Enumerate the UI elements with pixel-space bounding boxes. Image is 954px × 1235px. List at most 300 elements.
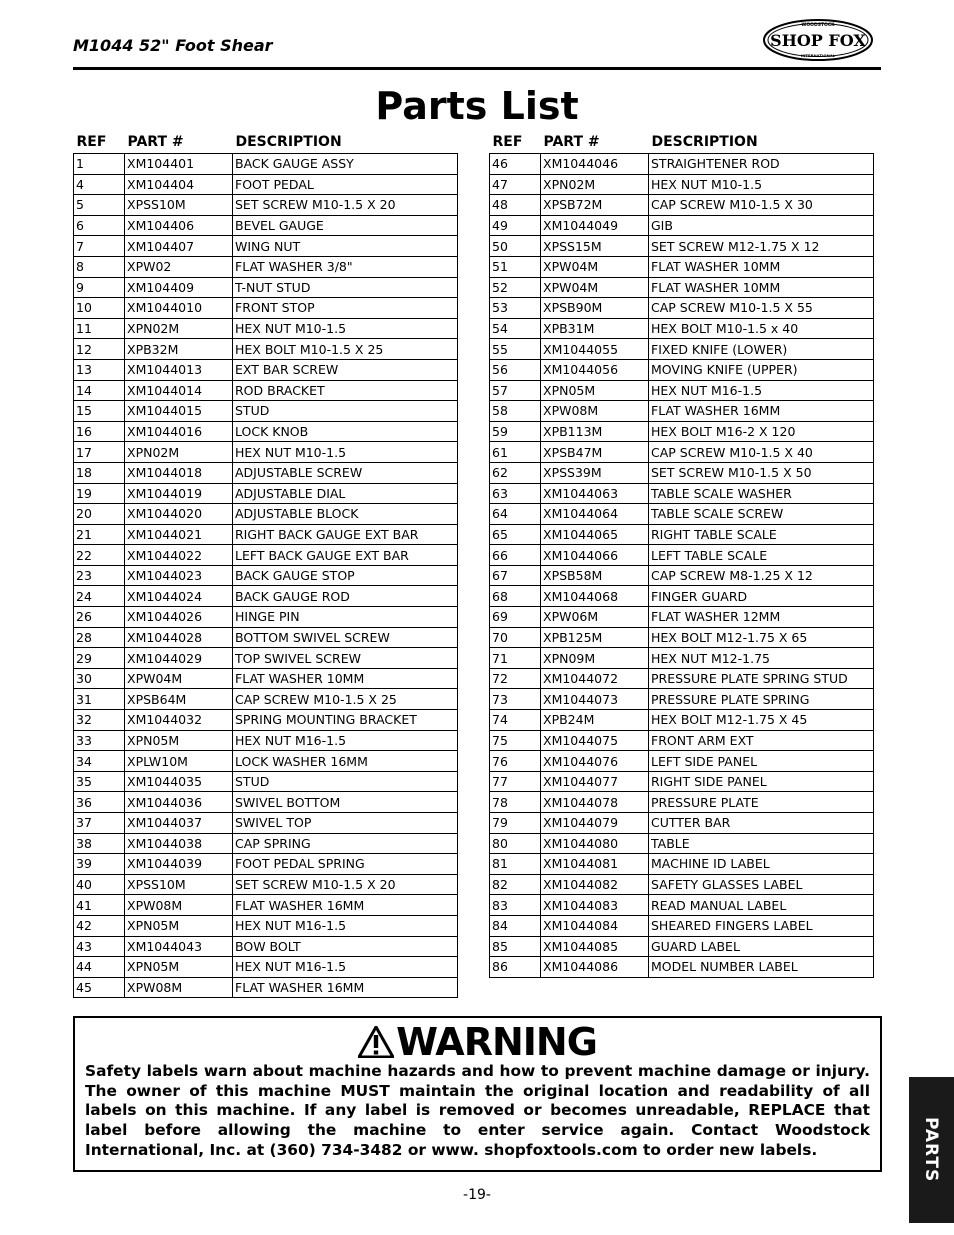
description-cell: ADJUSTABLE DIAL xyxy=(233,483,458,504)
part-number-cell: XM104409 xyxy=(125,277,233,298)
part-number-cell: XM1044077 xyxy=(541,771,649,792)
description-cell: READ MANUAL LABEL xyxy=(649,895,874,916)
ref-cell: 50 xyxy=(490,236,541,257)
description-cell: HEX BOLT M10-1.5 x 40 xyxy=(649,318,874,339)
table-row xyxy=(74,957,458,978)
table-row xyxy=(490,689,874,710)
description-cell: SHEARED FINGERS LABEL xyxy=(649,915,874,936)
page-title: Parts List xyxy=(375,84,579,128)
description-cell: FIXED KNIFE (LOWER) xyxy=(649,339,874,360)
table-row xyxy=(74,854,458,875)
manual-header-title: M1044 52" Foot Shear xyxy=(73,36,273,55)
table-row xyxy=(74,298,458,319)
table-row xyxy=(490,813,874,834)
ref-cell: 17 xyxy=(74,442,125,463)
ref-cell: 77 xyxy=(490,771,541,792)
table-row xyxy=(74,442,458,463)
ref-cell: 49 xyxy=(490,215,541,236)
ref-cell: 43 xyxy=(74,936,125,957)
table-header-row xyxy=(490,130,874,154)
description-cell: TABLE xyxy=(649,833,874,854)
description-cell: LEFT BACK GAUGE EXT BAR xyxy=(233,545,458,566)
description-cell: HEX NUT M16-1.5 xyxy=(233,915,458,936)
part-number-cell: XPSB90M xyxy=(541,298,649,319)
table-row xyxy=(74,710,458,731)
part-number-cell: XM1044072 xyxy=(541,668,649,689)
description-cell: PRESSURE PLATE SPRING xyxy=(649,689,874,710)
part-number-cell: XPW04M xyxy=(541,277,649,298)
part-number-cell: XM1044083 xyxy=(541,895,649,916)
part-number-cell: XPSS10M xyxy=(125,195,233,216)
ref-cell: 72 xyxy=(490,668,541,689)
part-number-cell: XM1044064 xyxy=(541,504,649,525)
description-cell: SET SCREW M10-1.5 X 20 xyxy=(233,874,458,895)
ref-cell: 64 xyxy=(490,504,541,525)
part-number-cell: XPSB64M xyxy=(125,689,233,710)
ref-cell: 66 xyxy=(490,545,541,566)
part-number-cell: XM1044066 xyxy=(541,545,649,566)
parts-table-left-body xyxy=(74,154,458,998)
ref-cell: 76 xyxy=(490,751,541,772)
table-row xyxy=(74,874,458,895)
table-row xyxy=(74,504,458,525)
table-row xyxy=(490,607,874,628)
part-number-cell: XM1044063 xyxy=(541,483,649,504)
part-number-cell: XM1044068 xyxy=(541,586,649,607)
table-row xyxy=(490,174,874,195)
table-row xyxy=(74,339,458,360)
table-row xyxy=(74,586,458,607)
part-number-cell: XM1044026 xyxy=(125,607,233,628)
table-row xyxy=(490,874,874,895)
ref-cell: 85 xyxy=(490,936,541,957)
description-cell: BEVEL GAUGE xyxy=(233,215,458,236)
description-cell: FLAT WASHER 16MM xyxy=(233,977,458,998)
description-cell: ADJUSTABLE SCREW xyxy=(233,462,458,483)
description-cell: WING NUT xyxy=(233,236,458,257)
description-cell: STRAIGHTENER ROD xyxy=(649,154,874,175)
description-cell: CAP SCREW M10-1.5 X 55 xyxy=(649,298,874,319)
description-cell: BACK GAUGE ROD xyxy=(233,586,458,607)
table-row xyxy=(74,895,458,916)
table-row xyxy=(490,936,874,957)
ref-cell: 10 xyxy=(74,298,125,319)
part-number-cell: XPN05M xyxy=(125,730,233,751)
description-cell: MODEL NUMBER LABEL xyxy=(649,957,874,978)
part-number-cell: XM1044024 xyxy=(125,586,233,607)
table-row xyxy=(74,318,458,339)
table-row xyxy=(74,359,458,380)
part-number-cell: XM1044015 xyxy=(125,401,233,422)
description-cell: FLAT WASHER 3/8" xyxy=(233,256,458,277)
ref-cell: 71 xyxy=(490,648,541,669)
ref-cell: 75 xyxy=(490,730,541,751)
section-tab-label: PARTS xyxy=(921,1117,941,1183)
description-cell: FLAT WASHER 16MM xyxy=(233,895,458,916)
description-cell: FOOT PEDAL xyxy=(233,174,458,195)
part-number-cell: XM1044014 xyxy=(125,380,233,401)
ref-cell: 1 xyxy=(74,154,125,175)
ref-cell: 38 xyxy=(74,833,125,854)
table-row xyxy=(74,483,458,504)
ref-cell: 52 xyxy=(490,277,541,298)
table-row xyxy=(490,298,874,319)
part-number-cell: XPW02 xyxy=(125,256,233,277)
part-number-cell: XM1044036 xyxy=(125,792,233,813)
table-row xyxy=(74,380,458,401)
description-cell: FOOT PEDAL SPRING xyxy=(233,854,458,875)
ref-cell: 4 xyxy=(74,174,125,195)
ref-cell: 30 xyxy=(74,668,125,689)
column-header-ref: REF xyxy=(76,133,107,150)
ref-cell: 70 xyxy=(490,627,541,648)
description-cell: HEX NUT M16-1.5 xyxy=(649,380,874,401)
part-number-cell: XPLW10M xyxy=(125,751,233,772)
part-number-cell: XM1044037 xyxy=(125,813,233,834)
table-row xyxy=(490,565,874,586)
part-number-cell: XM1044085 xyxy=(541,936,649,957)
description-cell: HEX BOLT M12-1.75 X 65 xyxy=(649,627,874,648)
table-row xyxy=(490,359,874,380)
part-number-cell: XM1044010 xyxy=(125,298,233,319)
part-number-cell: XM1044038 xyxy=(125,833,233,854)
ref-cell: 45 xyxy=(74,977,125,998)
part-number-cell: XPB125M xyxy=(541,627,649,648)
part-number-cell: XM1044065 xyxy=(541,524,649,545)
table-row xyxy=(490,380,874,401)
description-cell: TABLE SCALE WASHER xyxy=(649,483,874,504)
column-header-description: DESCRIPTION xyxy=(235,133,342,150)
table-row xyxy=(74,627,458,648)
part-number-cell: XM1044049 xyxy=(541,215,649,236)
table-row xyxy=(74,256,458,277)
description-cell: FRONT ARM EXT xyxy=(649,730,874,751)
ref-cell: 58 xyxy=(490,401,541,422)
description-cell: GUARD LABEL xyxy=(649,936,874,957)
shop-fox-logo xyxy=(762,18,874,62)
ref-cell: 19 xyxy=(74,483,125,504)
description-cell: CAP SCREW M8-1.25 X 12 xyxy=(649,565,874,586)
warning-word: WARNING xyxy=(396,1020,597,1064)
part-number-cell: XPW08M xyxy=(125,977,233,998)
table-row xyxy=(490,957,874,978)
part-number-cell: XPSB47M xyxy=(541,442,649,463)
part-number-cell: XM1044043 xyxy=(125,936,233,957)
table-row xyxy=(490,462,874,483)
part-number-cell: XPN05M xyxy=(541,380,649,401)
table-row xyxy=(74,524,458,545)
ref-cell: 26 xyxy=(74,607,125,628)
description-cell: TOP SWIVEL SCREW xyxy=(233,648,458,669)
warning-triangle-icon xyxy=(358,1026,394,1058)
logo-arc-bottom: INTERNATIONAL xyxy=(800,53,836,58)
part-number-cell: XM1044032 xyxy=(125,710,233,731)
part-number-cell: XPSB72M xyxy=(541,195,649,216)
description-cell: CAP SPRING xyxy=(233,833,458,854)
ref-cell: 40 xyxy=(74,874,125,895)
part-number-cell: XPW04M xyxy=(541,256,649,277)
part-number-cell: XM1044039 xyxy=(125,854,233,875)
ref-cell: 23 xyxy=(74,565,125,586)
table-row xyxy=(74,565,458,586)
table-row xyxy=(74,751,458,772)
description-cell: EXT BAR SCREW xyxy=(233,359,458,380)
description-cell: CAP SCREW M10-1.5 X 25 xyxy=(233,689,458,710)
description-cell: STUD xyxy=(233,771,458,792)
description-cell: HEX BOLT M12-1.75 X 45 xyxy=(649,710,874,731)
table-row xyxy=(74,421,458,442)
table-row xyxy=(490,215,874,236)
ref-cell: 33 xyxy=(74,730,125,751)
ref-cell: 31 xyxy=(74,689,125,710)
table-row xyxy=(490,751,874,772)
ref-cell: 81 xyxy=(490,854,541,875)
part-number-cell: XM1044021 xyxy=(125,524,233,545)
table-row xyxy=(490,545,874,566)
column-header-part: PART # xyxy=(127,133,184,150)
table-row xyxy=(74,154,458,175)
ref-cell: 18 xyxy=(74,462,125,483)
ref-cell: 16 xyxy=(74,421,125,442)
table-row xyxy=(490,833,874,854)
table-row xyxy=(490,710,874,731)
table-row xyxy=(490,195,874,216)
ref-cell: 46 xyxy=(490,154,541,175)
ref-cell: 9 xyxy=(74,277,125,298)
table-row xyxy=(490,586,874,607)
part-number-cell: XPW08M xyxy=(541,401,649,422)
table-row xyxy=(490,854,874,875)
header-rule xyxy=(73,67,881,70)
parts-table-right xyxy=(489,130,874,978)
table-row xyxy=(74,607,458,628)
part-number-cell: XPW06M xyxy=(541,607,649,628)
parts-table-left xyxy=(73,130,458,998)
ref-cell: 34 xyxy=(74,751,125,772)
part-number-cell: XPB31M xyxy=(541,318,649,339)
table-row xyxy=(490,154,874,175)
table-row xyxy=(490,895,874,916)
table-row xyxy=(74,936,458,957)
description-cell: HEX NUT M10-1.5 xyxy=(233,318,458,339)
ref-cell: 6 xyxy=(74,215,125,236)
table-row xyxy=(490,318,874,339)
part-number-cell: XPN02M xyxy=(125,318,233,339)
ref-cell: 7 xyxy=(74,236,125,257)
table-row xyxy=(74,215,458,236)
ref-cell: 15 xyxy=(74,401,125,422)
description-cell: FLAT WASHER 10MM xyxy=(233,668,458,689)
part-number-cell: XM1044076 xyxy=(541,751,649,772)
ref-cell: 84 xyxy=(490,915,541,936)
table-row xyxy=(74,236,458,257)
description-cell: LOCK WASHER 16MM xyxy=(233,751,458,772)
description-cell: PRESSURE PLATE SPRING STUD xyxy=(649,668,874,689)
description-cell: ROD BRACKET xyxy=(233,380,458,401)
ref-cell: 79 xyxy=(490,813,541,834)
part-number-cell: XM1044079 xyxy=(541,813,649,834)
warning-box xyxy=(73,1016,882,1172)
table-row xyxy=(74,648,458,669)
description-cell: FLAT WASHER 10MM xyxy=(649,277,874,298)
ref-cell: 28 xyxy=(74,627,125,648)
warning-heading xyxy=(75,1018,880,1066)
ref-cell: 56 xyxy=(490,359,541,380)
part-number-cell: XM1044013 xyxy=(125,359,233,380)
part-number-cell: XPN05M xyxy=(125,915,233,936)
ref-cell: 61 xyxy=(490,442,541,463)
table-row xyxy=(490,524,874,545)
table-row xyxy=(490,236,874,257)
column-header-description: DESCRIPTION xyxy=(651,133,758,150)
part-number-cell: XPB113M xyxy=(541,421,649,442)
table-header-row xyxy=(74,130,458,154)
ref-cell: 11 xyxy=(74,318,125,339)
description-cell: LOCK KNOB xyxy=(233,421,458,442)
part-number-cell: XM1044073 xyxy=(541,689,649,710)
table-row xyxy=(490,771,874,792)
ref-cell: 47 xyxy=(490,174,541,195)
ref-cell: 48 xyxy=(490,195,541,216)
part-number-cell: XM1044020 xyxy=(125,504,233,525)
description-cell: CAP SCREW M10-1.5 X 40 xyxy=(649,442,874,463)
table-row xyxy=(490,421,874,442)
part-number-cell: XM1044046 xyxy=(541,154,649,175)
part-number-cell: XPW04M xyxy=(125,668,233,689)
table-row xyxy=(490,483,874,504)
ref-cell: 14 xyxy=(74,380,125,401)
description-cell: ADJUSTABLE BLOCK xyxy=(233,504,458,525)
table-row xyxy=(74,401,458,422)
part-number-cell: XM1044022 xyxy=(125,545,233,566)
ref-cell: 74 xyxy=(490,710,541,731)
part-number-cell: XM1044084 xyxy=(541,915,649,936)
ref-cell: 5 xyxy=(74,195,125,216)
table-row xyxy=(490,668,874,689)
part-number-cell: XM1044056 xyxy=(541,359,649,380)
part-number-cell: XM1044023 xyxy=(125,565,233,586)
part-number-cell: XM1044078 xyxy=(541,792,649,813)
ref-cell: 78 xyxy=(490,792,541,813)
part-number-cell: XPN05M xyxy=(125,957,233,978)
ref-cell: 32 xyxy=(74,710,125,731)
ref-cell: 21 xyxy=(74,524,125,545)
description-cell: BOW BOLT xyxy=(233,936,458,957)
table-row xyxy=(74,730,458,751)
table-row xyxy=(490,915,874,936)
table-row xyxy=(490,792,874,813)
ref-cell: 55 xyxy=(490,339,541,360)
table-row xyxy=(74,977,458,998)
description-cell: HEX NUT M12-1.75 xyxy=(649,648,874,669)
table-row xyxy=(490,256,874,277)
description-cell: SET SCREW M12-1.75 X 12 xyxy=(649,236,874,257)
description-cell: SAFETY GLASSES LABEL xyxy=(649,874,874,895)
description-cell: CAP SCREW M10-1.5 X 30 xyxy=(649,195,874,216)
ref-cell: 24 xyxy=(74,586,125,607)
part-number-cell: XM104407 xyxy=(125,236,233,257)
table-row xyxy=(74,174,458,195)
ref-cell: 8 xyxy=(74,256,125,277)
part-number-cell: XPSS15M xyxy=(541,236,649,257)
description-cell: FLAT WASHER 16MM xyxy=(649,401,874,422)
description-cell: FLAT WASHER 12MM xyxy=(649,607,874,628)
description-cell: GIB xyxy=(649,215,874,236)
description-cell: HEX NUT M16-1.5 xyxy=(233,730,458,751)
table-row xyxy=(74,771,458,792)
ref-cell: 42 xyxy=(74,915,125,936)
part-number-cell: XM104404 xyxy=(125,174,233,195)
description-cell: HEX NUT M10-1.5 xyxy=(233,442,458,463)
ref-cell: 51 xyxy=(490,256,541,277)
ref-cell: 44 xyxy=(74,957,125,978)
table-row xyxy=(490,730,874,751)
description-cell: T-NUT STUD xyxy=(233,277,458,298)
part-number-cell: XPW08M xyxy=(125,895,233,916)
part-number-cell: XM1044086 xyxy=(541,957,649,978)
description-cell: LEFT TABLE SCALE xyxy=(649,545,874,566)
parts-table-right-body xyxy=(490,154,874,978)
table-row xyxy=(490,648,874,669)
table-row xyxy=(74,689,458,710)
description-cell: SET SCREW M10-1.5 X 20 xyxy=(233,195,458,216)
description-cell: PRESSURE PLATE xyxy=(649,792,874,813)
warning-text: Safety labels warn about machine hazards and how to prevent machine damage or injury. The owner of this machine MUST maintain the original location and readability of all labels on this machine. If any label is removed or becomes unreadable, REPLACE that label before allowing the machine to enter service again. Contact Woodstock International, Inc. at (360) 734-3482 or www. shopfoxtools.com to order new labels. xyxy=(85,1062,870,1159)
table-row xyxy=(490,401,874,422)
page-number: -19- xyxy=(463,1187,491,1203)
part-number-cell: XPN09M xyxy=(541,648,649,669)
part-number-cell: XM1044082 xyxy=(541,874,649,895)
ref-cell: 29 xyxy=(74,648,125,669)
description-cell: BACK GAUGE STOP xyxy=(233,565,458,586)
part-number-cell: XM104406 xyxy=(125,215,233,236)
table-row xyxy=(490,277,874,298)
ref-cell: 13 xyxy=(74,359,125,380)
description-cell: TABLE SCALE SCREW xyxy=(649,504,874,525)
ref-cell: 69 xyxy=(490,607,541,628)
table-row xyxy=(74,915,458,936)
description-cell: SPRING MOUNTING BRACKET xyxy=(233,710,458,731)
ref-cell: 36 xyxy=(74,792,125,813)
ref-cell: 41 xyxy=(74,895,125,916)
description-cell: HEX NUT M10-1.5 xyxy=(649,174,874,195)
ref-cell: 53 xyxy=(490,298,541,319)
description-cell: FINGER GUARD xyxy=(649,586,874,607)
part-number-cell: XM1044081 xyxy=(541,854,649,875)
ref-cell: 22 xyxy=(74,545,125,566)
table-row xyxy=(74,792,458,813)
description-cell: HINGE PIN xyxy=(233,607,458,628)
logo-arc-top: WOODSTOCK xyxy=(801,23,835,28)
ref-cell: 82 xyxy=(490,874,541,895)
description-cell: LEFT SIDE PANEL xyxy=(649,751,874,772)
table-row xyxy=(74,277,458,298)
ref-cell: 37 xyxy=(74,813,125,834)
description-cell: STUD xyxy=(233,401,458,422)
table-row xyxy=(490,442,874,463)
description-cell: BACK GAUGE ASSY xyxy=(233,154,458,175)
table-row xyxy=(74,813,458,834)
ref-cell: 83 xyxy=(490,895,541,916)
ref-cell: 57 xyxy=(490,380,541,401)
part-number-cell: XM104401 xyxy=(125,154,233,175)
ref-cell: 35 xyxy=(74,771,125,792)
description-cell: CUTTER BAR xyxy=(649,813,874,834)
table-row xyxy=(74,545,458,566)
part-number-cell: XM1044029 xyxy=(125,648,233,669)
table-row xyxy=(74,833,458,854)
table-row xyxy=(74,195,458,216)
